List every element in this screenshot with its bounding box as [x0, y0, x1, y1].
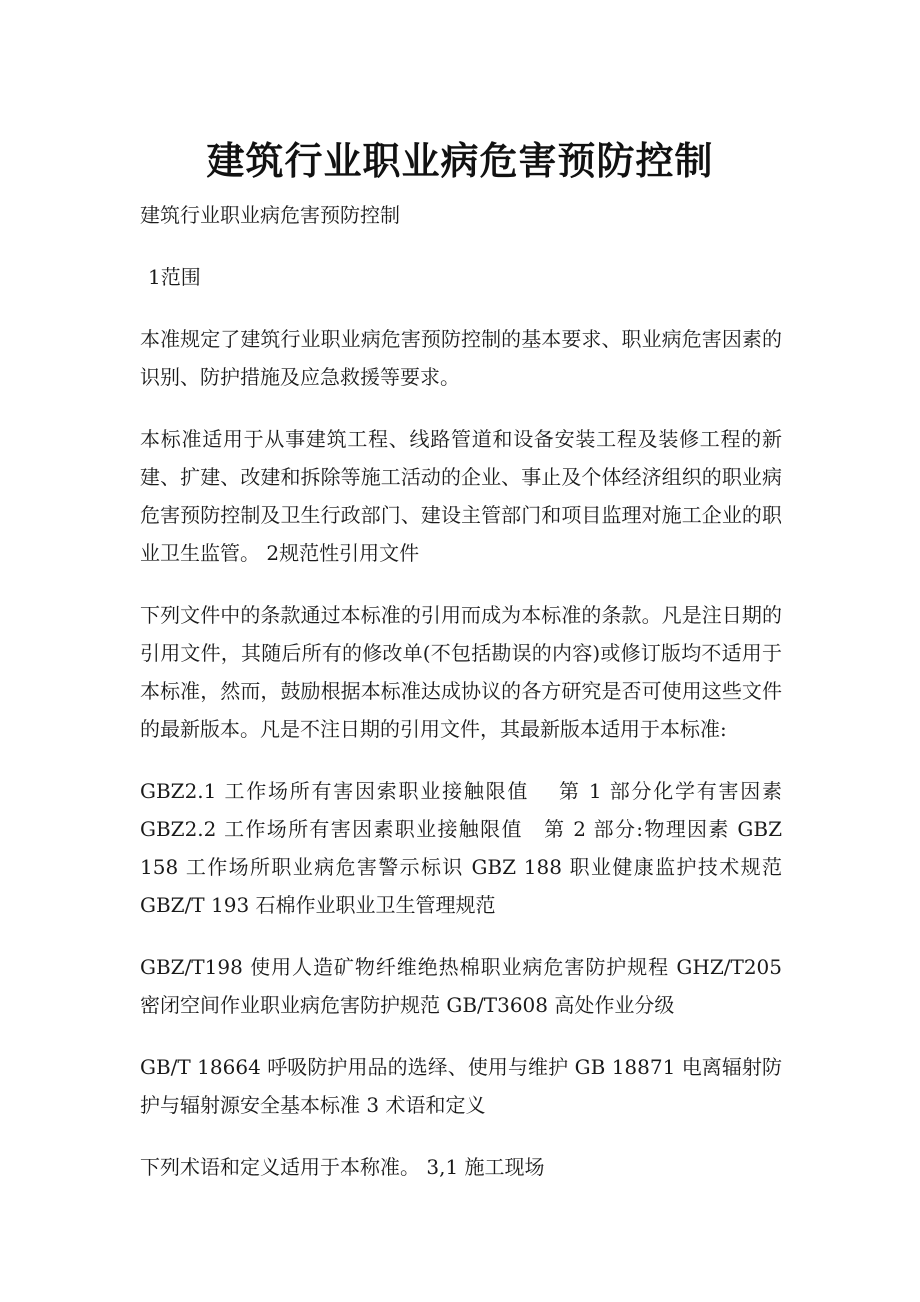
paragraph-reference-list-2: GBZ/T198 使用人造矿物纤维绝热棉职业病危害防护规程 GHZ/T205 密闭空间作业职业病危害防护规范 GB/T3608 高处作业分级 — [140, 955, 782, 1017]
paragraph-reference-list-3: GB/T 18664 呼吸防护用品的选绎、使用与维护 GB 18871 电离辐射防护与辐射源安全基本标准 3 术语和定义 — [140, 1055, 782, 1117]
section-heading-scope: 1范围 — [148, 265, 201, 289]
paragraph-scope-intro: 本准规定了建筑行业职业病危害预防控制的基本要求、职业病危害因素的识别、防护措施及应急救援等要求。 — [140, 327, 782, 389]
paragraph-reference-list-1: GBZ2.1 工作场所有害因索职业接触限值 第 1 部分化学有害因素 GBZ2.2 工作场所有害因素职业接触限值 第 2 部分:物理因素 GBZ 158 工作场所职业病危害警示标识 GBZ 188 职业健康监护技术规范 GBZ/T 193 石棉作业职业卫生管理规范 — [140, 779, 782, 917]
paragraph-scope-applicability: 本标准适用于从事建筑工程、线路管道和设备安装工程及装修工程的新建、扩建、改建和拆除等施工活动的企业、事止及个体经济组织的职业病危害预防控制及卫生行政部门、建设主管部门和项目监理对施工企业的职业卫生监管。 2规范性引用文件 — [140, 427, 782, 565]
document-title: 建筑行业职业病危害预防控制 — [206, 138, 714, 184]
paragraph-normative-references: 下列文件中的条款通过本标准的引用而成为本标准的条款。凡是注日期的引用文件，其随后所有的修改单(不包括勘误的内容)或修订版均不适用于本标准，然而，鼓励根据本标准达成协议的各方研究是否可使用这些文件的最新版本。凡是不注日期的引用文件，其最新版本适用于本标准: — [140, 603, 782, 741]
document-body — [140, 196, 782, 1210]
paragraph-terms: 下列术语和定义适用于本称准。 3,1 施工现场 — [140, 1155, 545, 1179]
paragraph-subtitle: 建筑行业职业病危害预防控制 — [140, 203, 400, 227]
